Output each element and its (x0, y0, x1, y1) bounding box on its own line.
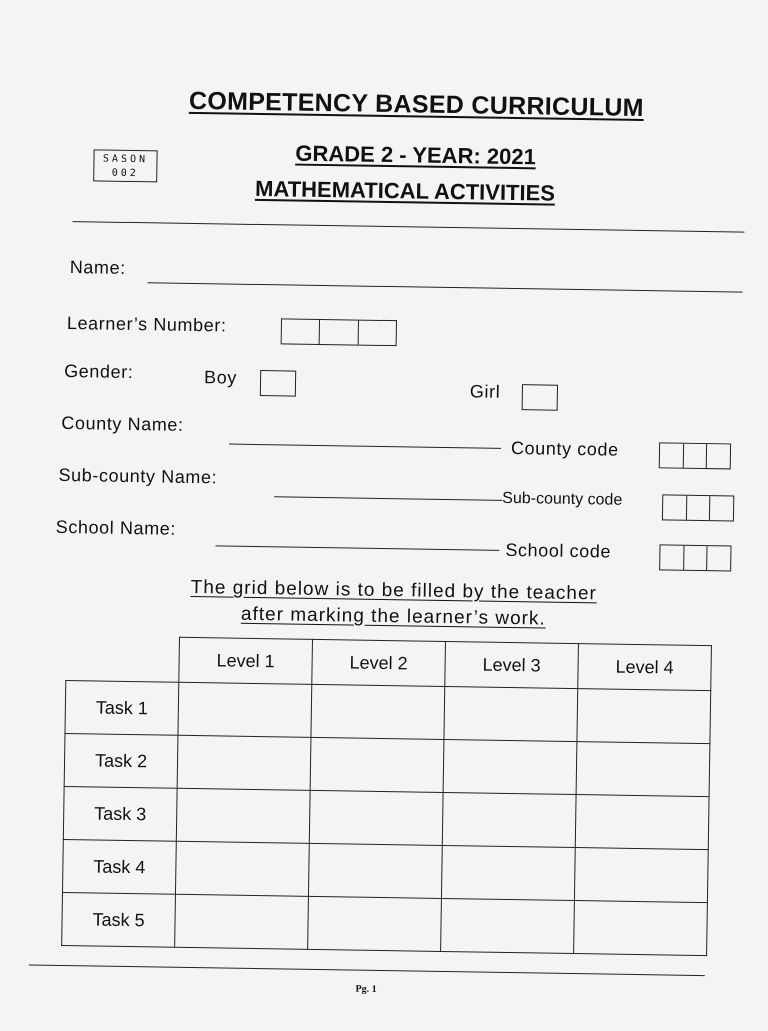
grid-cell[interactable] (177, 735, 311, 790)
task-label: Task 5 (62, 892, 176, 947)
header-divider (73, 221, 745, 233)
grid-cell[interactable] (311, 684, 445, 739)
grid-cell[interactable] (441, 845, 575, 900)
marking-grid (61, 635, 712, 956)
grid-cell[interactable] (574, 848, 708, 903)
task-label: Task 4 (62, 840, 176, 895)
page-number: Pg. 1 (355, 983, 377, 995)
grid-cell[interactable] (178, 682, 312, 737)
grid-cell[interactable] (575, 795, 709, 850)
grid-instruction-line-2: after marking the learner’s work. (240, 603, 546, 630)
learner-number-label: Learner’s Number: (66, 312, 227, 336)
county-name-label: County Name: (61, 412, 184, 435)
name-label: Name: (69, 257, 126, 278)
grid-cell[interactable] (444, 686, 578, 741)
grid-cell[interactable] (310, 737, 444, 792)
task-label: Task 3 (63, 787, 177, 842)
grid-cell[interactable] (442, 792, 576, 847)
subcounty-code-label: Sub-county code (502, 489, 623, 509)
girl-checkbox[interactable] (522, 384, 558, 411)
girl-label: Girl (469, 381, 501, 402)
learner-number-boxes[interactable] (281, 318, 397, 346)
table-row (62, 892, 708, 955)
school-name-line[interactable] (215, 545, 499, 550)
grid-cell[interactable] (309, 790, 443, 845)
grade-year-title: GRADE 2 - YEAR: 2021 (295, 140, 537, 170)
stamp-line-2: 002 (111, 167, 139, 180)
task-label: Task 2 (64, 734, 178, 789)
grid-corner (66, 636, 180, 683)
county-name-line[interactable] (229, 444, 501, 449)
level-header: Level 4 (578, 644, 712, 691)
grid-instruction-line-1: The grid below is to be filled by the teacher (190, 576, 598, 605)
level-header: Level 2 (312, 639, 446, 686)
level-header: Level 3 (445, 641, 579, 688)
grid-cell[interactable] (176, 788, 310, 843)
county-code-label: County code (510, 437, 619, 460)
grid-cell[interactable] (577, 689, 711, 744)
county-code-boxes[interactable] (659, 442, 731, 469)
grid-cell[interactable] (443, 739, 577, 794)
footer-divider (29, 964, 705, 976)
grid-cell[interactable] (175, 894, 309, 949)
grid-cell[interactable] (441, 898, 575, 953)
boy-label: Boy (203, 367, 238, 388)
school-name-label: School Name: (55, 516, 177, 539)
grid-cell[interactable] (308, 896, 442, 951)
level-header: Level 1 (179, 637, 313, 684)
subject-title: MATHEMATICAL ACTIVITIES (254, 175, 556, 206)
grid-cell[interactable] (308, 843, 442, 898)
subcounty-name-line[interactable] (274, 496, 502, 501)
school-code-label: School code (505, 539, 612, 562)
name-line[interactable] (148, 282, 743, 292)
grid-cell[interactable] (576, 742, 710, 797)
subcounty-code-boxes[interactable] (662, 494, 734, 521)
task-label: Task 1 (65, 681, 179, 736)
grid-cell[interactable] (574, 901, 708, 956)
subcounty-name-label: Sub-county Name: (58, 464, 218, 488)
boy-checkbox[interactable] (260, 370, 296, 397)
gender-label: Gender: (64, 360, 134, 383)
stamp-line-1: SASON (102, 153, 149, 166)
grid-cell[interactable] (175, 841, 309, 896)
school-code-boxes[interactable] (659, 544, 731, 571)
curriculum-title: COMPETENCY BASED CURRICULUM (188, 86, 645, 123)
